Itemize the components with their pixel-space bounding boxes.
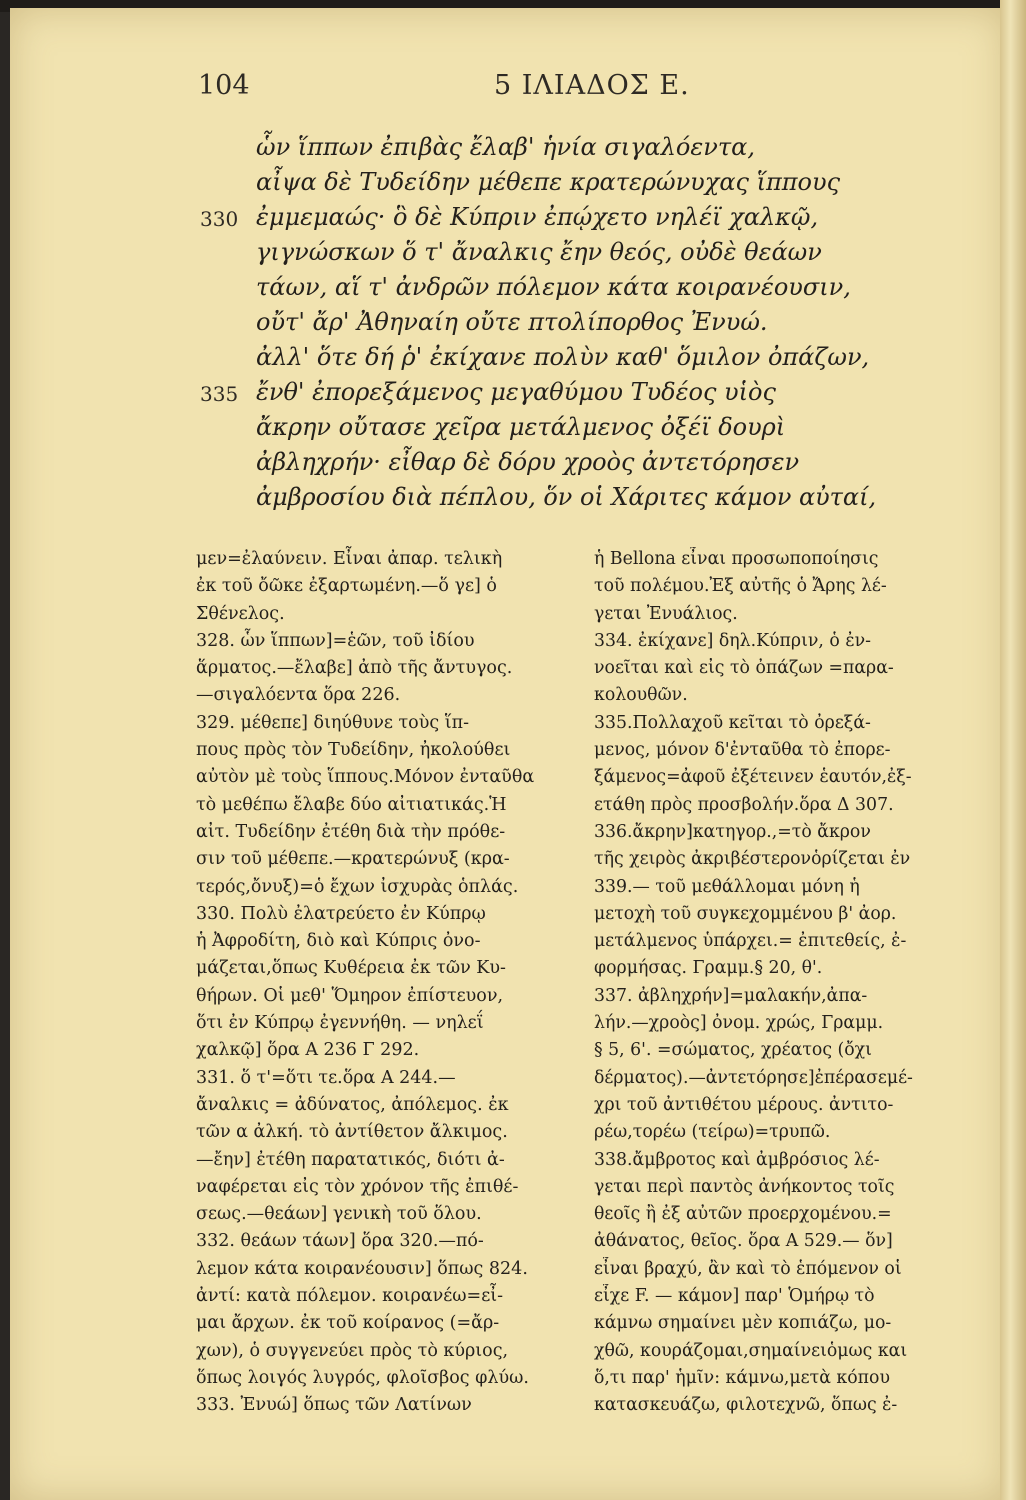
commentary-line: § 5, 6'. =σώματος, χρέατος (ὄχι — [594, 1040, 872, 1061]
commentary-line: μάζεται,ὅπως Κυθέρεια ἐκ τῶν Κυ- — [196, 958, 506, 979]
commentary-line: αἰτ. Τυδείδην ἐτέθη διὰ τὴν πρόθε- — [196, 821, 506, 842]
verse-line: ἄκρην οὔτασε χεῖρα μετάλμενος ὀξέϊ δουρὶ — [256, 413, 786, 441]
page-edge — [1000, 0, 1026, 1500]
commentary-line: λήν.—χροὸς] ὀνομ. χρώς, Γραμμ. — [594, 1013, 884, 1034]
commentary-line: ὅ,τι παρ' ἡμῖν: κάμνω,μετὰ κόπου — [594, 1367, 890, 1388]
commentary-line: ὅτι ἐν Κύπρῳ ἐγεννήθη. — νηλεΐ — [196, 1013, 484, 1034]
commentary-line: ἐκ τοῦ ὄῶκε ἐξαρτωμένη.—ὅ γε] ὁ — [196, 576, 497, 597]
commentary-line: ρέω,τορέω (τείρω)=τρυπῶ. — [594, 1122, 831, 1143]
commentary-line: τῶν α ἀλκή. τὸ ἀντίθετον ἄλκιμος. — [196, 1122, 508, 1143]
commentary-line: ἡ Ἀφροδίτη, διὸ καὶ Κύπρις ὀνο- — [196, 931, 481, 952]
commentary-line: σιν τοῦ μέθεπε.—κρατερώνυξ (κρα- — [196, 849, 510, 870]
commentary-line: κάμνω σημαίνει μὲν κοπιάζω, μο- — [594, 1313, 892, 1334]
commentary-line: 339.— τοῦ μεθάλλομαι μόνη ἡ — [594, 876, 860, 897]
verse-line: αἶψα δὲ Τυδείδην μέθεπε κρατερώνυχας ἵππους — [256, 168, 841, 196]
commentary-line: σεως.—θεάων] γενικὴ τοῦ ὅλου. — [196, 1204, 482, 1225]
commentary-line: —ἔην] ἐτέθη παρατατικός, διότι ἀ- — [196, 1149, 505, 1170]
commentary-line: ναφέρεται εἰς τὸν χρόνον τῆς ἐπιθέ- — [196, 1176, 519, 1197]
commentary-line: 332. θεάων τάων] ὅρα 320.—πό- — [196, 1231, 484, 1252]
verse-line: γιγνώσκων ὅ τ' ἄναλκις ἔην θεός, οὐδὲ θεάων — [256, 238, 822, 266]
verse-number: 335 — [200, 382, 239, 406]
commentary-line: χων), ὁ συγγενεύει πρὸς τὸ κύριος, — [196, 1340, 509, 1361]
commentary-line: λεμον κάτα κοιρανέουσιν] ὅπως 824. — [196, 1258, 528, 1279]
commentary-line: ἀθάνατος, θεῖος. ὅρα Α 529.— ὅν] — [594, 1231, 893, 1252]
commentary-line: Σθένελος. — [196, 603, 285, 624]
commentary-line: 333. Ἐνυώ] ὅπως τῶν Λατίνων — [196, 1395, 472, 1416]
running-title: 5 ΙΛΙΑΔΟΣ Ε. — [494, 70, 690, 101]
commentary-right-column — [594, 546, 958, 1420]
commentary-line: μαι ἄρχων. ἐκ τοῦ κοίρανος (=ἄρ- — [196, 1313, 500, 1334]
commentary-line: θήρων. Οἱ μεθ' Ὅμηρον ἐπίστευον, — [196, 985, 504, 1006]
commentary-line: μεν=ἐλαύνειν. Εἶναι ἀπαρ. τελικὴ — [196, 549, 503, 569]
commentary-line: χθῶ, κουράζομαι,σημαίνειὁμως και — [594, 1340, 908, 1361]
commentary-line: τὸ μεθέπω ἔλαβε δύο αἰτιατικάς.Ἡ — [196, 794, 507, 815]
commentary-line: νοεῖται καὶ εἰς τὸ ὀπάζων =παρα- — [594, 658, 894, 679]
verse-line: οὔτ' ἄρ' Ἀθηναίη οὔτε πτολίπορθος Ἐνυώ. — [256, 308, 768, 336]
verse-line: ἀλλ' ὅτε δή ῥ' ἐκίχανε πολὺν καθ' ὅμιλον ὀπάζων, — [256, 343, 870, 371]
verse-line: ὧν ἵππων ἐπιβὰς ἔλαβ' ἡνία σιγαλόεντα, — [256, 133, 755, 161]
verse-line: ἀβληχρήν· εἶθαρ δὲ δόρυ χροὸς ἀντετόρησεν — [256, 448, 800, 476]
verse-number: 330 — [200, 207, 239, 231]
commentary-line: ἀντί: κατὰ πόλεμον. κοιρανέω=εἶ- — [196, 1286, 504, 1307]
verse-line: ἀμβροσίου διὰ πέπλου, ὅν οἱ Χάριτες κάμον αὐταί, — [256, 483, 877, 511]
commentary-line: τοῦ πολέμου.Ἐξ αὐτῆς ὁ Ἄρης λέ- — [594, 576, 887, 597]
commentary-line: μετάλμενος ὑπάρχει.= ἐπιτεθείς, ἐ- — [594, 931, 907, 952]
commentary-line: 335.Πολλαχοῦ κεῖται τὸ ὀρεξά- — [594, 712, 871, 733]
commentary-line: ὅπως λοιγός λυγρός, φλοῖσβος φλύω. — [196, 1367, 529, 1388]
commentary-line: χρι τοῦ ἀντιθέτου μέρους. ἀντιτο- — [594, 1094, 894, 1115]
commentary-line: 331. ὅ τ'=ὅτι τε.ὅρα Α 244.— — [196, 1067, 456, 1088]
commentary-line: 329. μέθεπε] διηύθυνε τοὺς ἵπ- — [196, 712, 469, 733]
commentary-line: εἶναι βραχύ, ἂν καὶ τὸ ἑπόμενον οἱ — [594, 1258, 902, 1279]
commentary-line: 328. ὧν ἵππων]=ἑῶν, τοῦ ἰδίου — [196, 630, 475, 651]
commentary-line: κατασκευάζω, φιλοτεχνῶ, ὅπως ἐ- — [594, 1395, 898, 1416]
commentary-line: ἄναλκις = ἀδύνατος, ἀπόλεμος. ἐκ — [196, 1094, 509, 1115]
commentary-line: δέρματος).—ἀντετόρησε]ἐπέρασεμέ- — [594, 1067, 913, 1088]
commentary-line: φορμήσας. Γραμμ.§ 20, θ'. — [594, 958, 823, 979]
commentary-line: —σιγαλόεντα ὅρα 226. — [196, 685, 401, 706]
commentary-line: κολουθῶν. — [594, 685, 688, 706]
commentary-line: εἶχε F. — κάμον] παρ' Ὁμήρῳ τὸ — [594, 1286, 875, 1307]
commentary-line: μετοχὴ τοῦ συγκεχομμένου β' ἀορ. — [594, 903, 897, 924]
commentary-line: αὐτὸν μὲ τοὺς ἵππους.Μόνον ἐνταῦθα — [196, 767, 535, 788]
commentary-line: μενος, μόνον δ'ἐνταῦθα τὸ ἐπορε- — [594, 740, 891, 761]
commentary-line: θεοῖς ἢ ἐξ αὐτῶν προερχομένου.= — [594, 1204, 892, 1225]
commentary-line: 336.ἄκρην]κατηγορ.,=τὸ ἄκρον — [594, 821, 871, 842]
commentary-line: ἡ Bellona εἶναι προσωποποίησις — [594, 549, 879, 569]
commentary-line: πους πρὸς τὸν Τυδείδην, ἠκολούθει — [196, 740, 511, 761]
commentary-line: ξάμενος=ἀφοῦ ἐξέτεινεν ἑαυτόν,ἐξ- — [594, 767, 912, 788]
commentary-line: τερός,ὄνυξ)=ὁ ἔχων ἰσχυρὰς ὁπλάς. — [196, 876, 519, 897]
commentary-left-column — [196, 546, 556, 1420]
verse-line: ἔνθ' ἐπορεξάμενος μεγαθύμου Τυδέος υἱὸς — [256, 378, 776, 406]
commentary-line: 338.ἄμβροτος καὶ ἀμβρόσιος λέ- — [594, 1149, 880, 1170]
commentary-line: τῆς χειρὸς ἀκριβέστερονὁρίζεται ἐν — [594, 849, 911, 870]
verse-line: ἐμμεμαώς· ὃ δὲ Κύπριν ἐπῴχετο νηλέϊ χαλκῷ, — [256, 203, 819, 231]
commentary-line: χαλκῷ] ὅρα Α 236 Γ 292. — [196, 1040, 420, 1061]
commentary-line: γεται Ἐνυάλιος. — [594, 603, 738, 624]
commentary-line: γεται περὶ παντὸς ἀνήκοντος τοῖς — [594, 1176, 895, 1197]
commentary-line: ετάθη πρὸς προσβολήν.ὅρα Δ 307. — [594, 794, 894, 815]
page-number: 104 — [198, 70, 250, 101]
commentary-line: ἅρματος.—ἔλαβε] ἀπὸ τῆς ἄντυγος. — [196, 658, 513, 679]
verse-line: τάων, αἵ τ' ἀνδρῶν πόλεμον κάτα κοιρανέουσιν, — [256, 273, 851, 301]
commentary-line: 330. Πολὺ ἐλατρεύετο ἐν Κύπρῳ — [196, 903, 486, 924]
commentary-line: 334. ἐκίχανε] δηλ.Κύπριν, ὁ ἐν- — [594, 630, 872, 651]
commentary-line: 337. ἀβληχρήν]=μαλακήν,ἀπα- — [594, 985, 868, 1006]
